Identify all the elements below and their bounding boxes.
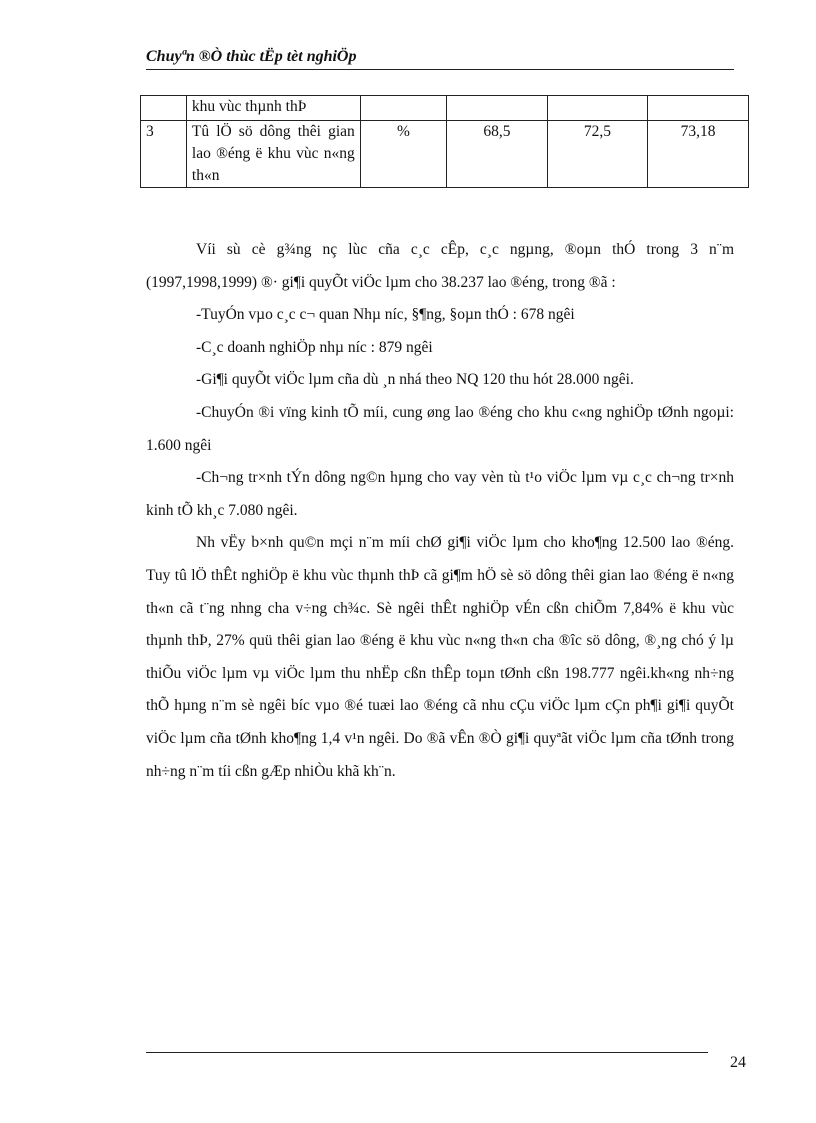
table-cell: 68,5	[447, 121, 547, 188]
statistics-table	[140, 95, 749, 188]
table-cell	[648, 96, 749, 121]
list-item: -TuyÓn vµo c¸c c¬ quan Nhµ níc, §¶ng, §oµn thÓ : 678 ngêi	[196, 306, 575, 324]
list-item: -C¸c doanh nghiÖp nhµ níc : 879 ngêi	[196, 338, 433, 356]
table-cell: 3	[141, 121, 187, 188]
footer-rule	[146, 1052, 708, 1053]
table-cell	[141, 96, 187, 121]
table-cell	[447, 96, 547, 121]
list-item: -ChuyÓn ®i vïng kinh tÕ míi, cung øng lao ®éng cho khu c«ng nghiÖp tØnh ngoµi: 1.600 ngêi	[146, 403, 734, 454]
table-cell: %	[360, 121, 446, 188]
table-cell	[547, 96, 647, 121]
table-cell: Tû lÖ sö dông thêi gian lao ®éng ë khu vùc n«ng th«n	[186, 121, 360, 188]
table-row	[141, 121, 749, 188]
paragraph: Víi sù cè g¾ng nç lùc cña c¸c cÊp, c¸c ngµng, ®oµn thÓ trong 3 n¨m (1997,1998,1999) ®· gi¶i quyÕt viÖc lµm cho 38.237 lao ®éng, trong ®ã :	[146, 241, 734, 291]
body-text	[146, 234, 734, 788]
table-cell: khu vùc thµnh thÞ	[186, 96, 360, 121]
table-cell: 73,18	[648, 121, 749, 188]
table-cell: 72,5	[547, 121, 647, 188]
running-header: Chuyªn ®Ò thùc tËp tèt nghiÖp	[146, 48, 734, 70]
paragraph: Nh vËy b×nh qu©n mçi n¨m míi chØ gi¶i viÖc lµm cho kho¶ng 12.500 lao ®éng. Tuy tû lÖ thÊt nghiÖp ë khu vùc thµnh thÞ cã gi¶m hÖ sè sö dông thêi gian lao ®éng ë n«ng th«n cã t¨ng nhng cha v÷ng ch¾c. Sè ngêi thÊt nghiÖp vÉn cßn chiÕm 7,84% ë khu vùc thµnh thÞ, 27% quü thêi gian lao ®éng ë khu vùc n«ng th«n cha ®îc sö dông, ®¸ng chó ý lµ thiÕu viÖc lµm vµ viÖc lµm thu nhËp cßn thÊp toµn tØnh cßn 198.777 ngêi.kh«ng nh÷ng thÕ hµng n¨m sè ngêi bíc vµo ®é tuæi lao ®éng cã nhu cÇu viÖc lµm cÇn ph¶i gi¶i quyÕt viÖc lµm cña tØnh kho¶ng 1,4 v¹n ngêi. Do ®ã vÊn ®Ò gi¶i quyªãt viÖc lµm cña tØnh trong nh÷ng n¨m tíi cßn gÆp nhiÒu khã kh¨n.	[146, 534, 734, 780]
table-cell	[360, 96, 446, 121]
list-item: -Ch¬ng tr×nh tÝn dông ng©n hµng cho vay vèn tù t¹o viÖc lµm vµ c¸c ch¬ng tr×nh kinh tÕ kh¸c 7.080 ngêi.	[146, 469, 734, 519]
list-item: -Gi¶i quyÕt viÖc lµm cña dù ¸n nhá theo NQ 120 thu hót 28.000 ngêi.	[196, 371, 634, 389]
table-row	[141, 96, 749, 121]
page-number: 24	[730, 1054, 746, 1071]
